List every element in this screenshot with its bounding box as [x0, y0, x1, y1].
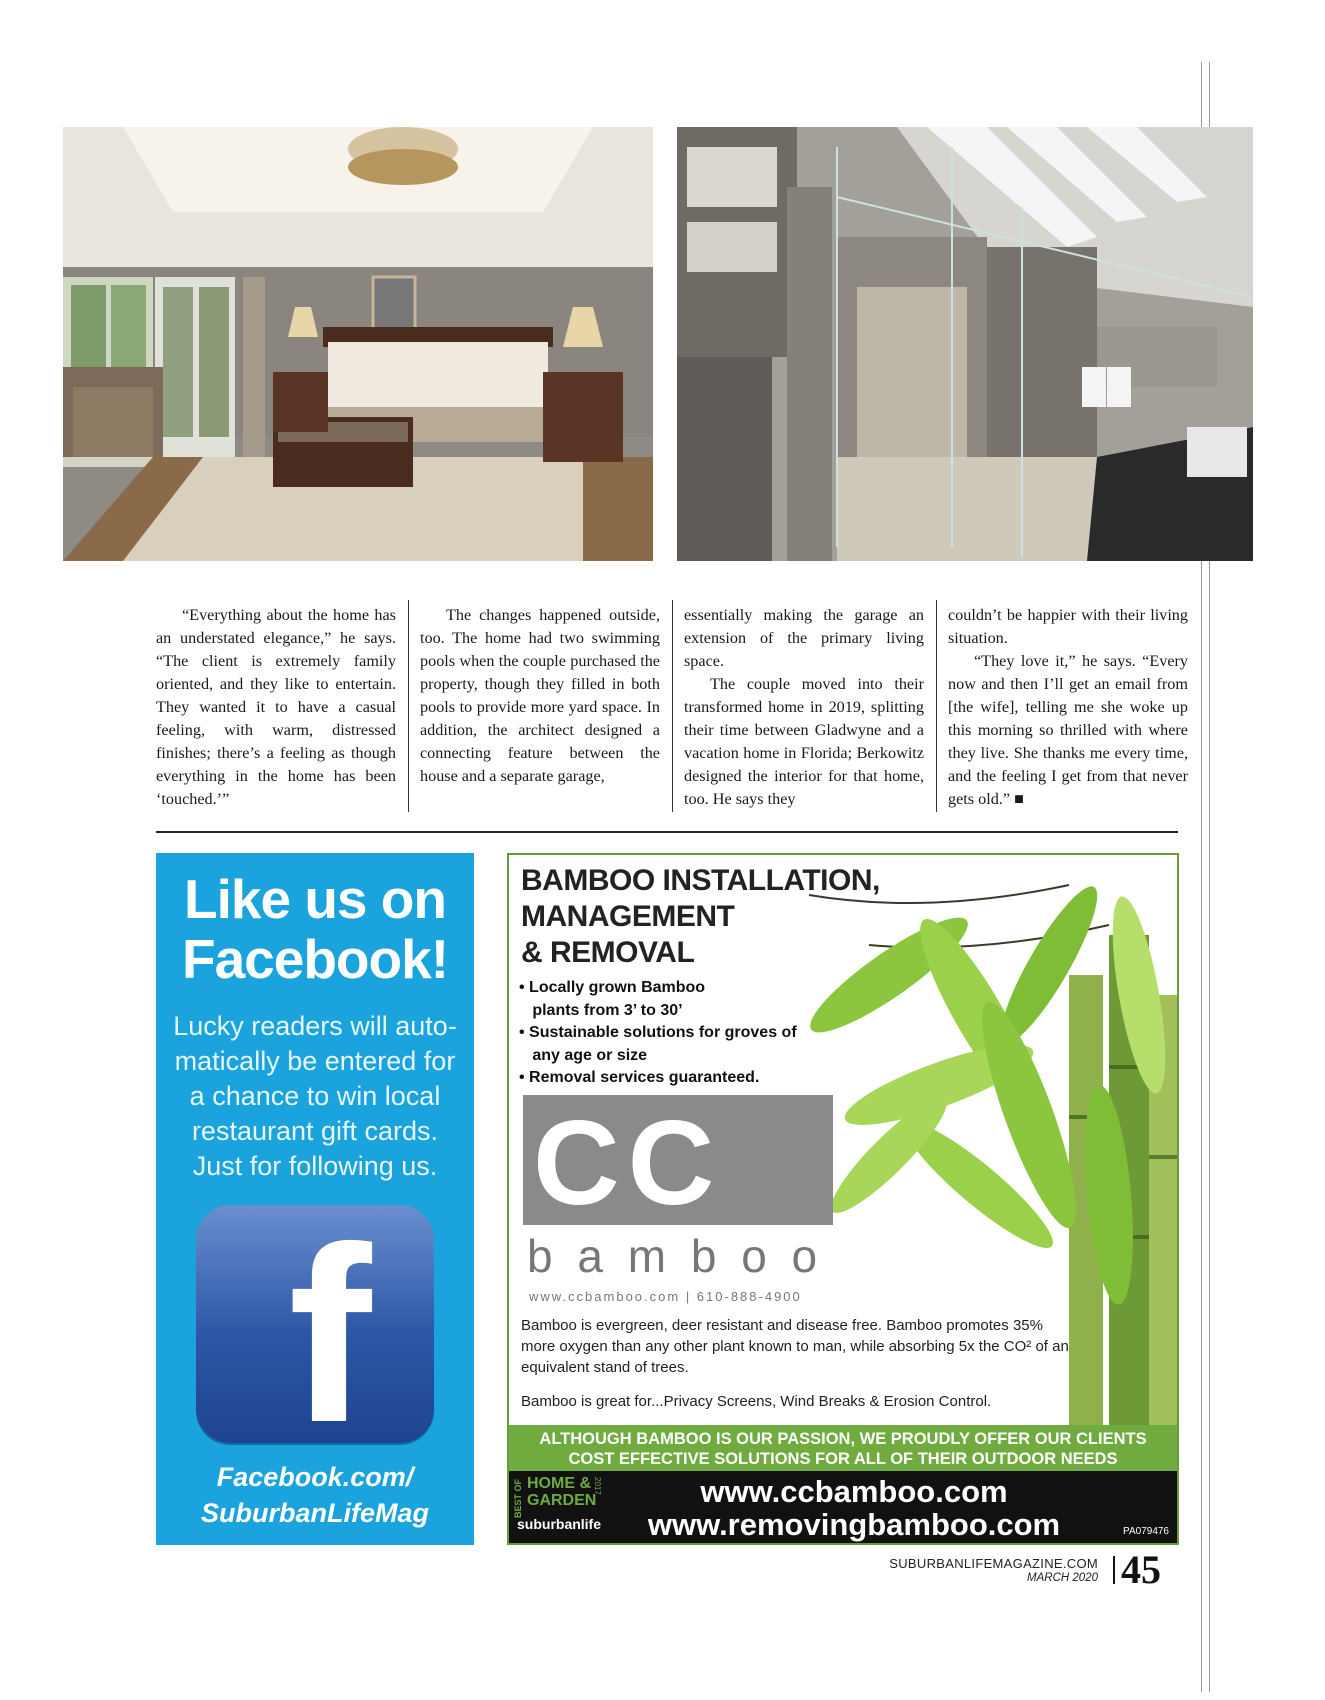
fb-headline — [156, 869, 474, 989]
fb-body-line: matically be entered for — [174, 1046, 456, 1076]
bamboo-url[interactable]: www.ccbamboo.com — [700, 1474, 1008, 1509]
fb-body-line: Just for following us. — [192, 1151, 438, 1181]
badge-best-of: BEST OF — [513, 1479, 523, 1519]
bamboo-ad[interactable] — [507, 853, 1179, 1545]
page-number: 45 — [1121, 1547, 1161, 1592]
fb-body-line: Lucky readers will auto- — [173, 1011, 457, 1041]
banner-line: ALTHOUGH BAMBOO IS OUR PASSION, WE PROUDLY OFFER OUR CLIENTS — [539, 1430, 1147, 1448]
cc-bamboo-logo — [523, 1095, 833, 1340]
article-column-2 — [420, 604, 660, 788]
bamboo-bullets — [519, 977, 797, 1090]
article-paragraph: essentially making the garage an extension of the primary living space. — [684, 606, 924, 670]
bamboo-url[interactable]: www.removingbamboo.com — [647, 1507, 1061, 1542]
footer-date: MARCH 2020 — [1027, 1572, 1098, 1584]
bamboo-body-text: Bamboo is evergreen, deer resistant and disease free. Bamboo promotes 35% more oxygen than any other plant known to man, while absorbing 5x the CO² of an equivalent stand of trees. — [521, 1317, 1069, 1376]
badge-year: 2017 — [593, 1477, 602, 1495]
footer-site: SUBURBANLIFEMAGAZINE.COM — [889, 1556, 1098, 1571]
article-paragraph: The changes happened outside, too. The home had two swimming pools when the couple purchased the property, though they filled in both pools to provide more yard space. In addition, the architect designed a connecting feature between the house and a separate garage, — [420, 606, 660, 785]
bamboo-footer-bar — [509, 1471, 1177, 1543]
ad-code: PA079476 — [1123, 1526, 1169, 1537]
fb-body-line: a chance to win local — [189, 1081, 441, 1111]
article-paragraph: “Everything about the home has an understated elegance,” he says. “The client is extremely family oriented, and they like to entertain. They wanted it to have a casual feeling, with warm, distressed finishes; there’s a feeling as though everything in the home has been ‘touched.’” — [156, 606, 396, 808]
bamboo-body-text: Bamboo is great for...Privacy Screens, Wind Breaks & Erosion Control. — [521, 1393, 992, 1410]
article-column-3 — [684, 604, 924, 811]
page-footer — [889, 1556, 1098, 1585]
badge-garden: GARDEN — [527, 1492, 597, 1509]
fb-body — [156, 1009, 474, 1184]
bamboo-headline-line: BAMBOO INSTALLATION, — [521, 864, 880, 897]
article-paragraph: couldn’t be happier with their living situation. — [948, 606, 1188, 647]
bullet-item: • Locally grown Bamboo — [519, 979, 706, 996]
logo-word: b a m b o o — [527, 1230, 824, 1282]
bamboo-banner — [509, 1425, 1177, 1471]
bullet-item: plants from 3’ to 30’ — [519, 1001, 683, 1019]
bathroom-photo — [677, 127, 1253, 561]
section-divider — [156, 831, 1178, 833]
best-of-badge — [513, 1475, 605, 1539]
column-divider — [936, 600, 937, 812]
bamboo-headline — [521, 863, 880, 971]
fb-headline-line: Like us on — [184, 868, 446, 930]
fb-url-line: Facebook.com/ — [216, 1462, 414, 1492]
fb-headline-line: Facebook! — [181, 928, 449, 990]
column-divider — [672, 600, 673, 812]
badge-home: HOME & — [527, 1475, 591, 1492]
logo-letters: CC — [533, 1096, 723, 1230]
facebook-logo-letter: f — [288, 1195, 372, 1474]
fb-url-line: SuburbanLifeMag — [201, 1498, 429, 1528]
bedroom-photo — [63, 127, 653, 561]
article-paragraph: The couple moved into their transformed home in 2019, splitting their time between Gladwyne and a vacation home in Florida; Berkowitz designed the interior for that home, too. He says they — [684, 675, 924, 808]
logo-contact: www.ccbamboo.com | 610-888-4900 — [529, 1289, 802, 1304]
column-divider — [408, 600, 409, 812]
bamboo-headline-line: MANAGEMENT — [521, 900, 735, 933]
bamboo-urls[interactable] — [619, 1475, 1089, 1541]
page-number-bar — [1113, 1556, 1115, 1584]
bamboo-body — [521, 1315, 1081, 1425]
bamboo-headline-line: & REMOVAL — [521, 936, 695, 969]
banner-line: COST EFFECTIVE SOLUTIONS FOR ALL OF THEIR OUTDOOR NEEDS — [568, 1450, 1118, 1468]
bullet-item: • Sustainable solutions for groves of — [519, 1024, 797, 1041]
fb-body-line: restaurant gift cards. — [191, 1116, 439, 1146]
article-column-1 — [156, 604, 396, 811]
article-column-4 — [948, 604, 1188, 811]
facebook-ad[interactable] — [156, 853, 474, 1545]
badge-brand: suburbanlife — [517, 1516, 602, 1532]
article-paragraph: “They love it,” he says. “Every now and then I’ll get an email from [the wife], telling me she woke up this morning so thrilled with where they live. She thanks me every time, and the feeling I get from that never gets old.” ■ — [948, 652, 1188, 808]
fb-url[interactable] — [156, 1459, 474, 1531]
facebook-logo-icon — [196, 1195, 434, 1474]
bullet-item: any age or size — [519, 1046, 648, 1064]
bullet-item: • Removal services guaranteed. — [519, 1069, 760, 1086]
